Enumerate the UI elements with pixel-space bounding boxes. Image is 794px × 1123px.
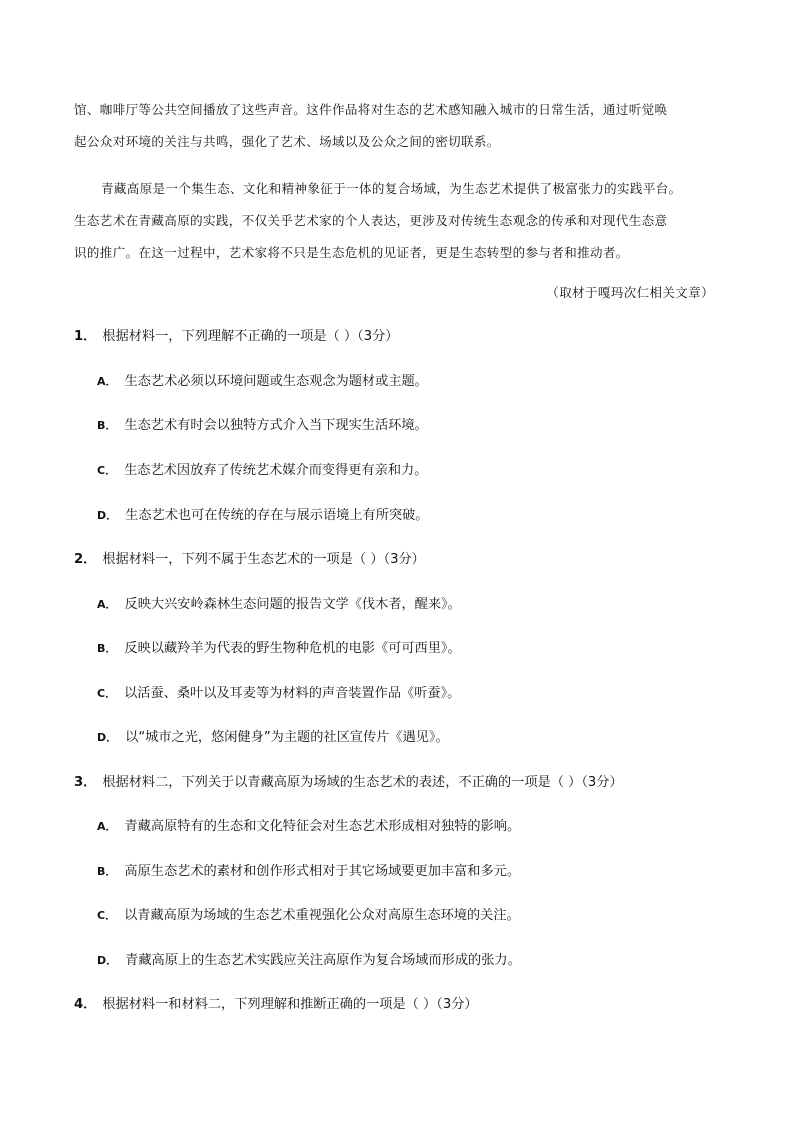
question-3	[74, 772, 623, 794]
question-3-option-d	[97, 950, 521, 972]
question-2-option-b	[97, 638, 461, 660]
option-text: 以“城市之光，悠闲健身”为主题的社区宣传片《遇见》。	[125, 730, 449, 745]
option-letter: B．	[97, 419, 117, 432]
option-text: 青藏高原上的生态艺术实践应关注高原作为复合场域而形成的张力。	[125, 953, 521, 968]
question-4	[74, 994, 478, 1016]
option-letter: B．	[97, 642, 117, 655]
passage-paragraph-2	[74, 173, 724, 269]
option-letter: A．	[97, 598, 117, 611]
question-1-option-d	[97, 505, 428, 527]
question-3-option-c	[97, 905, 520, 927]
question-2-option-c	[97, 683, 460, 705]
source-citation: （取材于嘎玛次仁相关文章）	[546, 285, 714, 300]
option-letter: A．	[97, 820, 117, 833]
passage-line: 青藏高原是一个集生态、文化和精神象征于一体的复合场域，为生态艺术提供了极富张力的实践平台。	[101, 181, 682, 196]
option-letter: C．	[97, 909, 117, 922]
option-text: 反映大兴安岭森林生态问题的报告文学《伐木者，醒来》。	[124, 597, 461, 612]
option-text: 生态艺术必须以环境问题或生态观念为题材或主题。	[124, 374, 428, 389]
option-text: 反映以藏羚羊为代表的野生物种危机的电影《可可西里》。	[124, 641, 461, 656]
option-text: 生态艺术也可在传统的存在与展示语境上有所突破。	[125, 508, 429, 523]
option-text: 生态艺术因放弃了传统艺术媒介而变得更有亲和力。	[124, 463, 428, 478]
question-2-option-a	[97, 594, 461, 616]
option-text: 以青藏高原为场域的生态艺术重视强化公众对高原生态环境的关注。	[124, 908, 520, 923]
question-number: 4．	[74, 997, 97, 1012]
option-text: 以活蚕、桑叶以及耳麦等为材料的声音装置作品《听蚕》。	[124, 686, 461, 701]
question-number: 1．	[74, 329, 97, 344]
option-letter: C．	[97, 687, 117, 700]
question-2	[74, 549, 425, 571]
passage-line: 馆、咖啡厅等公共空间播放了这些声音。这件作品将对生态的艺术感知融入城市的日常生活，通过听觉唤	[74, 102, 668, 117]
question-3-option-a	[97, 816, 520, 838]
option-letter: A．	[97, 375, 117, 388]
passage-line: 识的推广。在这一过程中，艺术家将不只是生态危机的见证者，更是生态转型的参与者和推动者。	[74, 245, 629, 260]
option-text: 生态艺术有时会以独特方式介入当下现实生活环境。	[124, 418, 428, 433]
option-letter: B．	[97, 865, 117, 878]
question-stem: 根据材料一，下列理解不正确的一项是（ ）（3分）	[102, 329, 399, 344]
question-1	[74, 326, 398, 348]
option-letter: D．	[97, 731, 118, 744]
option-letter: D．	[97, 954, 118, 967]
question-2-option-d	[97, 727, 449, 749]
option-letter: D．	[97, 509, 118, 522]
question-1-option-a	[97, 371, 428, 393]
question-stem: 根据材料一，下列不属于生态艺术的一项是（ ）（3分）	[102, 552, 425, 567]
option-letter: C．	[97, 464, 117, 477]
question-stem: 根据材料二，下列关于以青藏高原为场域的生态艺术的表述，不正确的一项是（ ）（3分）	[102, 775, 623, 790]
question-1-option-c	[97, 460, 427, 482]
passage-line: 生态艺术在青藏高原的实践，不仅关乎艺术家的个人表达，更涉及对传统生态观念的传承和对现代生态意	[74, 213, 668, 228]
passage-line: 起公众对环境的关注与共鸣，强化了艺术、场域以及公众之间的密切联系。	[74, 134, 500, 149]
passage-paragraph-1	[74, 94, 724, 158]
question-stem: 根据材料一和材料二，下列理解和推断正确的一项是（ ）（3分）	[102, 997, 478, 1012]
option-text: 高原生态艺术的素材和创作形式相对于其它场域要更加丰富和多元。	[124, 864, 521, 879]
question-number: 2．	[74, 552, 97, 567]
question-3-option-b	[97, 861, 520, 883]
question-number: 3．	[74, 775, 97, 790]
option-text: 青藏高原特有的生态和文化特征会对生态艺术形成相对独特的影响。	[124, 819, 521, 834]
question-1-option-b	[97, 415, 428, 437]
